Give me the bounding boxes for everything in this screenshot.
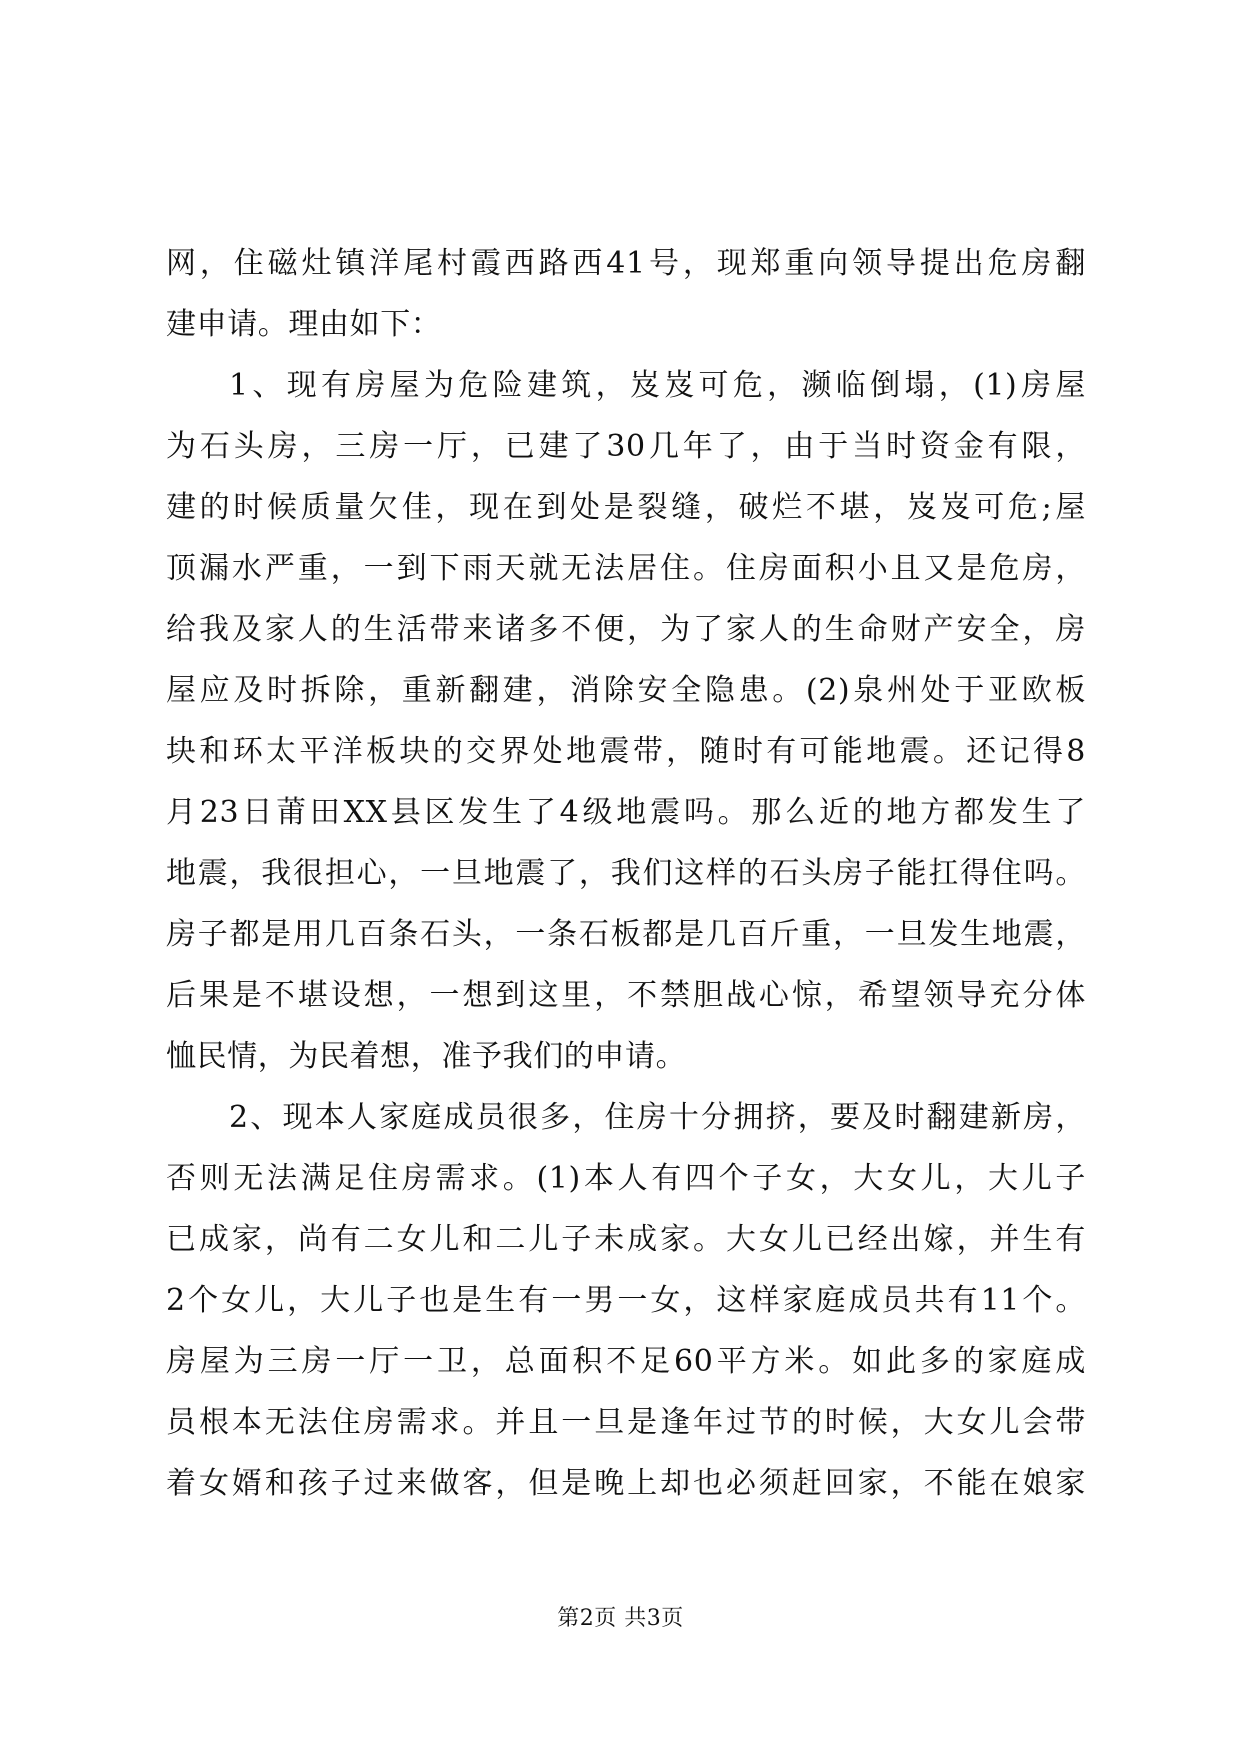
text-line: 地震，我很担心，一旦地震了，我们这样的石头房子能扛得住吗。 xyxy=(166,856,1086,891)
text-line: 1、现有房屋为危险建筑，岌岌可危，濒临倒塌，(1)房屋 xyxy=(229,368,1086,403)
document-body xyxy=(166,233,1086,1514)
text-line: 员根本无法住房需求。并且一旦是逢年过节的时候，大女儿会带 xyxy=(166,1405,1086,1440)
text-line: 2个女儿，大儿子也是生有一男一女，这样家庭成员共有11个。 xyxy=(166,1283,1086,1318)
text-line: 块和环太平洋板块的交界处地震带，随时有可能地震。还记得8 xyxy=(166,734,1086,769)
text-line: 2、现本人家庭成员很多，住房十分拥挤，要及时翻建新房， xyxy=(229,1100,1086,1135)
text-line: 房子都是用几百条石头，一条石板都是几百斤重，一旦发生地震， xyxy=(166,917,1086,952)
text-line: 恤民情，为民着想，准予我们的申请。 xyxy=(166,1039,687,1074)
text-line: 月23日莆田XX县区发生了4级地震吗。那么近的地方都发生了 xyxy=(166,795,1086,830)
text-line: 已成家，尚有二女儿和二儿子未成家。大女儿已经出嫁，并生有 xyxy=(166,1222,1086,1257)
text-line: 着女婿和孩子过来做客，但是晚上却也必须赶回家，不能在娘家 xyxy=(166,1466,1086,1501)
page-number-footer: 第2页 共3页 xyxy=(557,1606,684,1631)
paragraph-1 xyxy=(166,233,1086,355)
text-line: 顶漏水严重，一到下雨天就无法居住。住房面积小且又是危房， xyxy=(166,551,1086,586)
text-line: 给我及家人的生活带来诸多不便，为了家人的生命财产安全，房 xyxy=(166,612,1086,647)
paragraph-2 xyxy=(166,355,1086,1087)
text-line: 为石头房，三房一厅，已建了30几年了，由于当时资金有限， xyxy=(166,429,1086,464)
paragraph-3 xyxy=(166,1087,1086,1514)
text-line: 网，住磁灶镇洋尾村霞西路西41号，现郑重向领导提出危房翻 xyxy=(166,246,1086,281)
text-line: 否则无法满足住房需求。(1)本人有四个子女，大女儿，大儿子 xyxy=(166,1161,1086,1196)
text-line: 房屋为三房一厅一卫，总面积不足60平方米。如此多的家庭成 xyxy=(166,1344,1086,1379)
text-line: 建申请。理由如下： xyxy=(166,307,442,342)
text-line: 后果是不堪设想，一想到这里，不禁胆战心惊，希望领导充分体 xyxy=(166,978,1086,1013)
text-line: 建的时候质量欠佳，现在到处是裂缝，破烂不堪，岌岌可危;屋 xyxy=(166,490,1086,525)
text-line: 屋应及时拆除，重新翻建，消除安全隐患。(2)泉州处于亚欧板 xyxy=(166,673,1086,708)
